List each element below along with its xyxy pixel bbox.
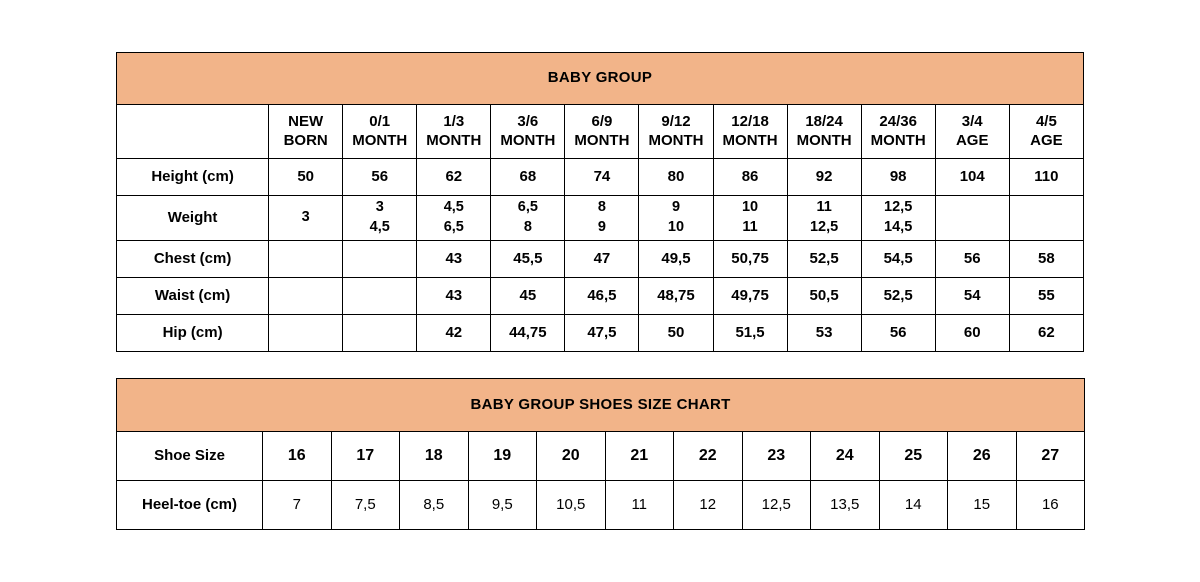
row-label: Hip (cm): [117, 315, 269, 352]
table-cell: 42: [417, 315, 491, 352]
row-label: Shoe Size: [117, 432, 263, 481]
column-header-line1: 3/6: [517, 112, 539, 130]
table-cell: 62: [417, 159, 491, 196]
column-header-line2: AGE: [955, 131, 989, 149]
table-cell: [1009, 196, 1083, 241]
table-row: [117, 278, 1084, 315]
table-cell: 86: [713, 159, 787, 196]
table-cell: 45,5: [491, 241, 565, 278]
column-header-line1: 1/3: [443, 112, 465, 130]
cell-value-line1: 4,5: [443, 199, 464, 216]
table-cell: [343, 278, 417, 315]
table-cell: [269, 241, 343, 278]
row-label: Heel-toe (cm): [117, 481, 263, 530]
column-header-line2: MONTH: [870, 131, 926, 149]
baby-group-column-header: [343, 105, 417, 159]
table-cell: [639, 196, 713, 241]
table-cell: [935, 196, 1009, 241]
table-cell: 54,5: [861, 241, 935, 278]
shoe-size-cell: 26: [948, 432, 1017, 481]
table-row: [117, 241, 1084, 278]
cell-value-line2: 10: [667, 219, 685, 235]
table-cell: [861, 196, 935, 241]
cell-value-line1: 3: [301, 209, 310, 226]
baby-group-header-row: [117, 105, 1084, 159]
table-cell: 14: [879, 481, 948, 530]
table-cell: [565, 196, 639, 241]
column-header-line2: MONTH: [426, 131, 482, 149]
baby-group-column-header: [787, 105, 861, 159]
table-cell: 49,5: [639, 241, 713, 278]
baby-group-corner-cell: [117, 105, 269, 159]
table-cell: [343, 315, 417, 352]
table-cell: [713, 196, 787, 241]
cell-value-line2: 12,5: [809, 219, 839, 235]
table-cell: 68: [491, 159, 565, 196]
table-cell: [491, 196, 565, 241]
baby-group-column-header: [639, 105, 713, 159]
table-cell: 43: [417, 241, 491, 278]
column-header-line2: MONTH: [574, 131, 630, 149]
table-cell: 48,75: [639, 278, 713, 315]
table-cell: 54: [935, 278, 1009, 315]
cell-value-line2: 4,5: [369, 219, 390, 235]
cell-value-line1: 9: [671, 199, 681, 216]
row-label: Waist (cm): [117, 278, 269, 315]
baby-group-column-header: [417, 105, 491, 159]
table-cell: 50: [269, 159, 343, 196]
cell-value-line1: 3: [375, 199, 384, 216]
baby-group-column-header: [269, 105, 343, 159]
cell-value-line1: 10: [741, 199, 759, 216]
table-cell: 49,75: [713, 278, 787, 315]
table-row: [117, 481, 1085, 530]
column-header-line1: 12/18: [731, 112, 769, 130]
table-cell: 7: [263, 481, 332, 530]
table-row: [117, 159, 1084, 196]
table-cell: 110: [1009, 159, 1083, 196]
column-header-line2: MONTH: [500, 131, 556, 149]
table-cell: 56: [935, 241, 1009, 278]
shoe-size-cell: 16: [263, 432, 332, 481]
shoe-size-cell: 22: [674, 432, 743, 481]
baby-group-column-header: [713, 105, 787, 159]
table-cell: 92: [787, 159, 861, 196]
baby-group-column-header: [1009, 105, 1083, 159]
table-cell: 52,5: [787, 241, 861, 278]
row-label: Height (cm): [117, 159, 269, 196]
table-cell: 16: [1016, 481, 1085, 530]
table-cell: 50: [639, 315, 713, 352]
column-header-line1: 4/5: [1035, 112, 1057, 130]
column-header-line1: 0/1: [369, 112, 391, 130]
table-cell: 12,5: [742, 481, 811, 530]
row-label: Chest (cm): [117, 241, 269, 278]
table-cell: 50,5: [787, 278, 861, 315]
table-row: [117, 315, 1084, 352]
table-cell: 15: [948, 481, 1017, 530]
table-cell: 13,5: [811, 481, 880, 530]
column-header-line2: MONTH: [648, 131, 704, 149]
baby-group-size-table: [116, 52, 1084, 352]
baby-group-title-row: [117, 53, 1084, 105]
table-cell: [787, 196, 861, 241]
shoe-size-cell: 25: [879, 432, 948, 481]
table-cell: 104: [935, 159, 1009, 196]
table-cell: 55: [1009, 278, 1083, 315]
column-header-line2: MONTH: [722, 131, 778, 149]
cell-value-line2: 11: [742, 219, 758, 235]
table-cell: 46,5: [565, 278, 639, 315]
baby-shoes-size-table: [116, 378, 1085, 530]
table-cell: 12: [674, 481, 743, 530]
table-cell: 7,5: [331, 481, 400, 530]
column-header-line1: 24/36: [879, 112, 917, 130]
shoe-size-cell: 27: [1016, 432, 1085, 481]
table-cell: 52,5: [861, 278, 935, 315]
table-cell: [269, 278, 343, 315]
table-cell: [269, 196, 343, 241]
baby-group-column-header: [565, 105, 639, 159]
column-header-line1: 3/4: [961, 112, 983, 130]
shoe-size-cell: 20: [537, 432, 606, 481]
table-cell: 53: [787, 315, 861, 352]
cell-value-line1: 6,5: [517, 199, 538, 216]
table-cell: [343, 241, 417, 278]
table-cell: 58: [1009, 241, 1083, 278]
baby-group-column-header: [491, 105, 565, 159]
table-cell: 43: [417, 278, 491, 315]
column-header-line2: MONTH: [352, 131, 408, 149]
cell-value-line2: 9: [597, 219, 606, 235]
shoe-size-cell: 23: [742, 432, 811, 481]
table-cell: 45: [491, 278, 565, 315]
cell-value-line2: 8: [523, 219, 532, 235]
column-header-line2: MONTH: [796, 131, 852, 149]
table-cell: 44,75: [491, 315, 565, 352]
table-cell: [269, 315, 343, 352]
table-cell: 98: [861, 159, 935, 196]
table-cell: 11: [605, 481, 674, 530]
table-cell: 51,5: [713, 315, 787, 352]
cell-value-line1: 11: [816, 199, 832, 216]
column-header-line2: BORN: [283, 131, 328, 149]
table-cell: 74: [565, 159, 639, 196]
table-cell: 10,5: [537, 481, 606, 530]
cell-value-line1: 12,5: [884, 199, 913, 216]
column-header-line1: 9/12: [661, 112, 691, 130]
table-cell: 56: [861, 315, 935, 352]
table-cell: [343, 196, 417, 241]
table-cell: 47: [565, 241, 639, 278]
column-header-line2: AGE: [1030, 131, 1063, 149]
baby-group-column-header: [861, 105, 935, 159]
shoes-title-row: [117, 379, 1085, 432]
baby-group-title: BABY GROUP: [117, 53, 1084, 105]
table-cell: [417, 196, 491, 241]
table-cell: 9,5: [468, 481, 537, 530]
cell-value-line1: 8: [597, 199, 606, 216]
cell-value-line2: 6,5: [443, 219, 464, 235]
table-cell: 8,5: [400, 481, 469, 530]
table-row: [117, 432, 1085, 481]
shoe-size-cell: 24: [811, 432, 880, 481]
table-cell: 62: [1009, 315, 1083, 352]
shoe-size-cell: 21: [605, 432, 674, 481]
table-cell: 56: [343, 159, 417, 196]
row-label: Weight: [117, 196, 269, 241]
baby-group-column-header: [935, 105, 1009, 159]
column-header-line1: 18/24: [805, 112, 843, 130]
table-cell: 80: [639, 159, 713, 196]
table-cell: 47,5: [565, 315, 639, 352]
cell-value-line2: 14,5: [884, 219, 913, 235]
shoes-title: BABY GROUP SHOES SIZE CHART: [117, 379, 1085, 432]
table-cell: 50,75: [713, 241, 787, 278]
table-cell: 60: [935, 315, 1009, 352]
column-header-line1: NEW: [288, 112, 324, 130]
shoe-size-cell: 17: [331, 432, 400, 481]
table-row: [117, 196, 1084, 241]
column-header-line1: 6/9: [591, 112, 613, 130]
shoe-size-cell: 19: [468, 432, 537, 481]
shoe-size-cell: 18: [400, 432, 469, 481]
